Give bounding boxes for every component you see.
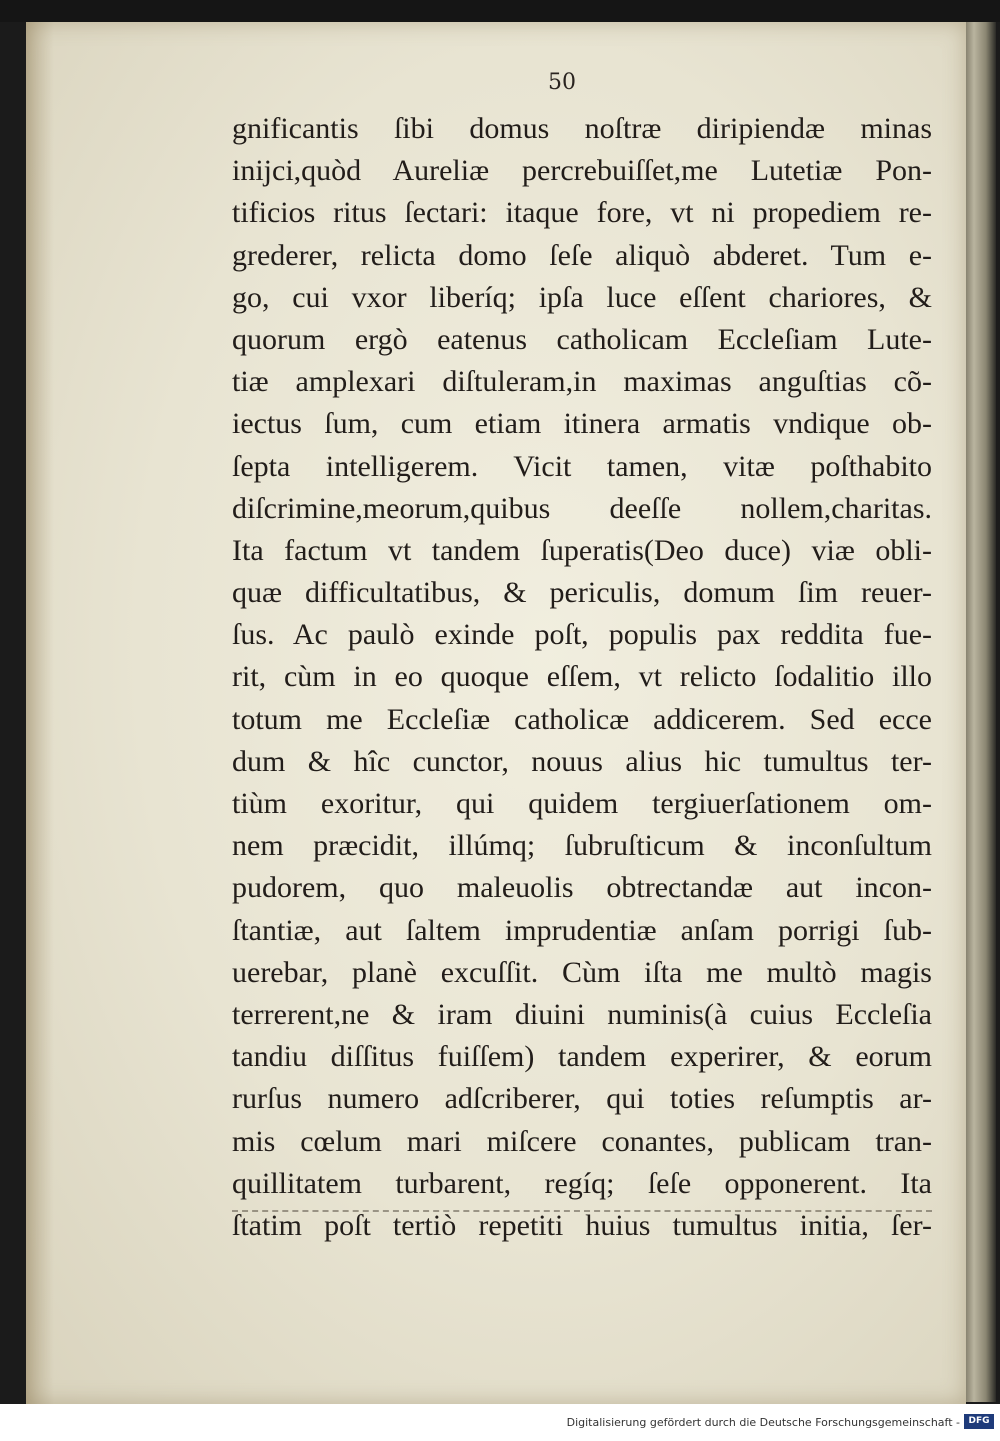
book-gutter bbox=[962, 22, 996, 1402]
funding-credit: Digitalisierung gefördert durch die Deutsche Forschungsgemeinschaft - bbox=[566, 1416, 960, 1429]
text-line: tiæ amplexari diſtuleram,in maximas anguſtias cõ- bbox=[232, 365, 932, 399]
page-shadow bbox=[26, 22, 54, 1404]
text-line: go, cui vxor liberíq; ipſa luce eſſent chariores, & bbox=[232, 280, 932, 314]
bleed-through-shadow bbox=[360, 1222, 920, 1254]
text-line: totum me Eccleſiæ catholicæ addicerem. Sed ecce bbox=[232, 702, 932, 736]
text-line: grederer, relicta domo ſeſe aliquò abderet. Tum e- bbox=[232, 238, 932, 272]
text-line: diſcrimine,meorum,quibus deeſſe nollem,charitas. bbox=[232, 491, 932, 525]
text-line: ſtatim poſt tertiò repetiti huius tumultus initia, ſer- bbox=[232, 1208, 932, 1242]
text-line: ſepta intelligerem. Vicit tamen, vitæ poſthabito bbox=[232, 449, 932, 483]
text-line: mis cœlum mari miſcere conantes, publicam tran- bbox=[232, 1124, 932, 1158]
text-line: uerebar, planè excuſſit. Cùm iſta me multò magis bbox=[232, 955, 932, 989]
text-line: tandiu diſſitus fuiſſem) tandem experirer, & eorum bbox=[232, 1040, 932, 1074]
scan-top-margin bbox=[0, 0, 1000, 22]
text-line: pudorem, quo maleuolis obtrectandæ aut incon- bbox=[232, 871, 932, 905]
text-line: Ita factum vt tandem ſuperatis(Deo duce) viæ obli- bbox=[232, 533, 932, 567]
text-line: quæ difficultatibus, & periculis, domum ſim reuer- bbox=[232, 576, 932, 610]
text-line: tiùm exoritur, qui quidem tergiuerſationem om- bbox=[232, 787, 932, 820]
text-line: tificios ritus ſectari: itaque fore, vt ni propediem re- bbox=[232, 196, 932, 230]
text-line: nem præcidit, illúmq; ſubruſticum & inconſultum bbox=[232, 829, 932, 863]
text-line: gnificantis ſibi domus noſtræ diripiendæ minas bbox=[232, 112, 932, 145]
text-line: ſtantiæ, aut ſaltem imprudentiæ anſam porrigi ſub- bbox=[232, 913, 932, 947]
dfg-logo: DFG bbox=[964, 1414, 994, 1429]
text-line: dum & hîc cunctor, nouus alius hic tumultus ter- bbox=[232, 744, 932, 778]
text-line: ſus. Ac paulò exinde poſt, populis pax reddita fue- bbox=[232, 618, 932, 652]
text-line: quillitatem turbarent, regíq; ſeſe opponerent. Ita bbox=[232, 1166, 932, 1200]
text-line: terrerent,ne & iram diuini numinis(à cuius Eccleſia bbox=[232, 997, 932, 1031]
page-number: 50 bbox=[548, 70, 576, 95]
body-text bbox=[232, 108, 932, 1247]
text-line: rurſus numero adſcriberer, qui toties reſumptis ar- bbox=[232, 1082, 932, 1116]
text-line: inijci,quòd Aureliæ percrebuiſſet,me Lutetiæ Pon- bbox=[232, 154, 932, 188]
text-line: rit, cùm in eo quoque eſſem, vt relicto ſodalitio illo bbox=[232, 660, 932, 694]
text-line: quorum ergò eatenus catholicam Eccleſiam Lute- bbox=[232, 322, 932, 356]
text-line: iectus ſum, cum etiam itinera armatis vndique ob- bbox=[232, 407, 932, 441]
print-rule bbox=[232, 1210, 932, 1212]
